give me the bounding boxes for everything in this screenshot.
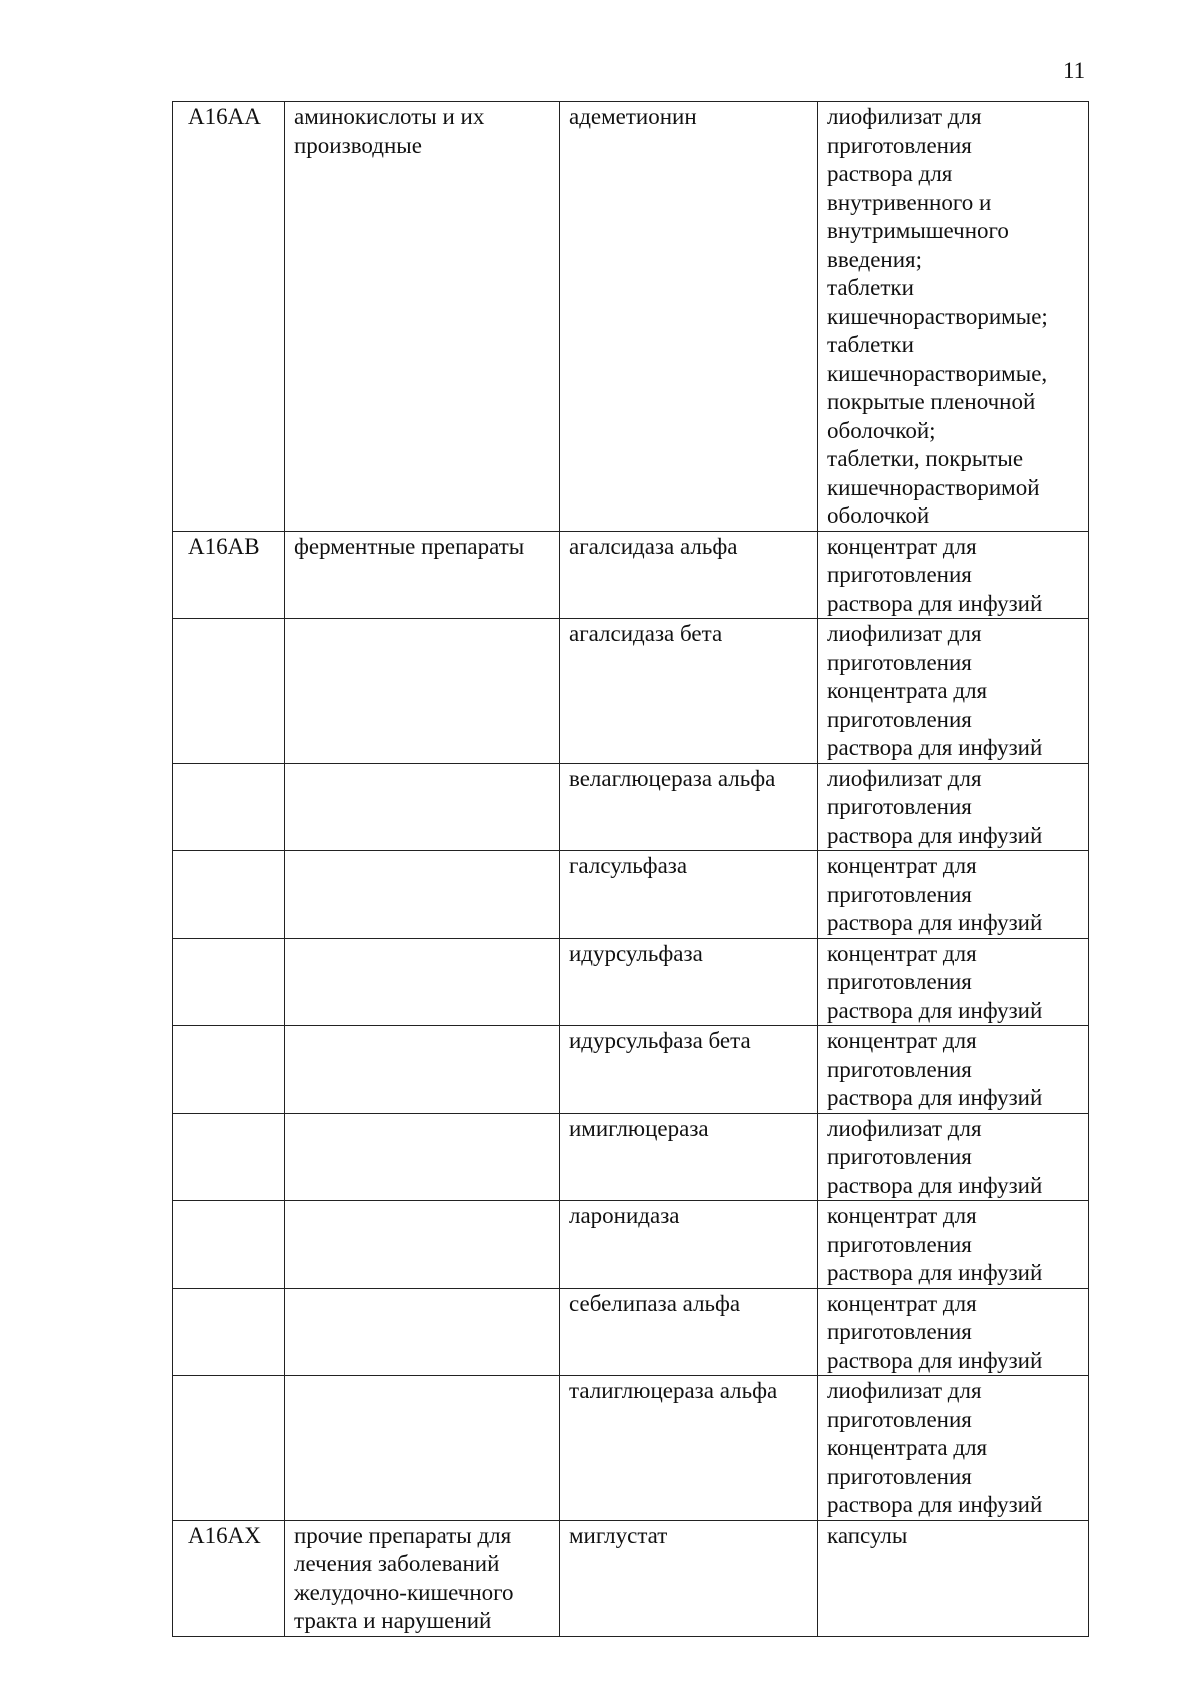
atc-code-cell: [173, 1026, 285, 1114]
table-row: [173, 619, 1089, 764]
atc-code-cell: [173, 1113, 285, 1201]
atc-code-cell: [173, 1376, 285, 1521]
atc-code-cell: [173, 851, 285, 939]
atc-group-cell: [285, 763, 560, 851]
drug-name-cell: агалсидаза бета: [560, 619, 818, 764]
atc-group-cell: [285, 851, 560, 939]
table-row: [173, 851, 1089, 939]
dosage-form-cell: капсулы: [818, 1520, 1089, 1636]
atc-code-cell: [173, 938, 285, 1026]
atc-group-cell: [285, 938, 560, 1026]
drug-name-cell: талиглюцераза альфа: [560, 1376, 818, 1521]
atc-group-cell: прочие препараты для лечения заболеваний желудочно-кишечного тракта и нарушений: [285, 1520, 560, 1636]
drug-name-cell: галсульфаза: [560, 851, 818, 939]
page-number: 11: [1063, 58, 1086, 83]
dosage-form-cell: концентрат для приготовления раствора для инфузий: [818, 938, 1089, 1026]
drug-name-cell: имиглюцераза: [560, 1113, 818, 1201]
drug-name-cell: идурсульфаза бета: [560, 1026, 818, 1114]
table-row: [173, 938, 1089, 1026]
table-body: [173, 102, 1089, 1637]
table-row: [173, 1288, 1089, 1376]
atc-code-cell: [173, 1288, 285, 1376]
drug-name-cell: агалсидаза альфа: [560, 531, 818, 619]
atc-group-cell: [285, 1201, 560, 1289]
dosage-form-cell: лиофилизат для приготовления концентрата для приготовления раствора для инфузий: [818, 1376, 1089, 1521]
dosage-form-cell: лиофилизат для приготовления концентрата для приготовления раствора для инфузий: [818, 619, 1089, 764]
dosage-form-cell: концентрат для приготовления раствора для инфузий: [818, 851, 1089, 939]
drug-name-cell: идурсульфаза: [560, 938, 818, 1026]
dosage-form-cell: концентрат для приготовления раствора для инфузий: [818, 1026, 1089, 1114]
table-row: [173, 531, 1089, 619]
atc-group-cell: [285, 1026, 560, 1114]
table-row: [173, 763, 1089, 851]
dosage-form-cell: лиофилизат для приготовления раствора для инфузий: [818, 763, 1089, 851]
atc-group-cell: ферментные препараты: [285, 531, 560, 619]
atc-group-cell: [285, 619, 560, 764]
dosage-form-cell: лиофилизат для приготовления раствора для инфузий: [818, 1113, 1089, 1201]
drug-table: [172, 101, 1089, 1637]
atc-code-cell: A16AB: [173, 531, 285, 619]
drug-name-cell: себелипаза альфа: [560, 1288, 818, 1376]
table-row: [173, 1026, 1089, 1114]
dosage-form-cell: концентрат для приготовления раствора для инфузий: [818, 531, 1089, 619]
atc-code-cell: [173, 763, 285, 851]
drug-name-cell: адеметионин: [560, 102, 818, 532]
drug-name-cell: ларонидаза: [560, 1201, 818, 1289]
drug-name-cell: миглустат: [560, 1520, 818, 1636]
atc-code-cell: [173, 1201, 285, 1289]
atc-code-cell: A16AX: [173, 1520, 285, 1636]
table-row: [173, 1113, 1089, 1201]
dosage-form-cell: лиофилизат для приготовления раствора для внутривенного и внутримышечного введения; таблетки кишечнорастворимые; таблетки кишечнорастворимые, покрытые пленочной оболочкой; таблетки, покрытые кишечнорастворимой оболочкой: [818, 102, 1089, 532]
table-row: [173, 1376, 1089, 1521]
table-row: [173, 1520, 1089, 1636]
table-row: [173, 1201, 1089, 1289]
atc-code-cell: [173, 619, 285, 764]
dosage-form-cell: концентрат для приготовления раствора для инфузий: [818, 1201, 1089, 1289]
atc-group-cell: [285, 1288, 560, 1376]
drug-name-cell: велаглюцераза альфа: [560, 763, 818, 851]
atc-group-cell: [285, 1113, 560, 1201]
atc-group-cell: [285, 1376, 560, 1521]
atc-group-cell: аминокислоты и их производные: [285, 102, 560, 532]
atc-code-cell: A16AA: [173, 102, 285, 532]
dosage-form-cell: концентрат для приготовления раствора для инфузий: [818, 1288, 1089, 1376]
table-row: [173, 102, 1089, 532]
